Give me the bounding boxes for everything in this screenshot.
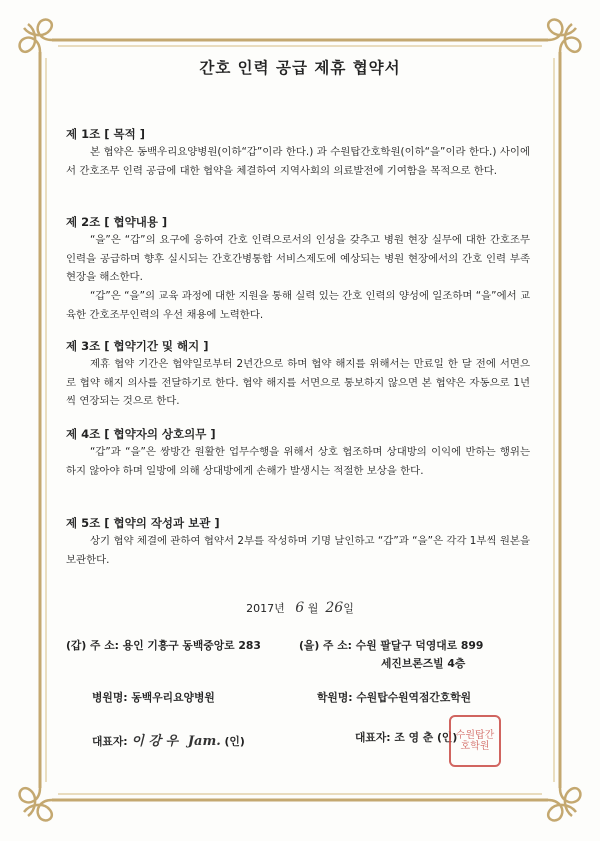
date-day: 26	[325, 600, 344, 616]
party-b-address-label: (을) 주 소:	[299, 639, 352, 652]
party-a-address-value: 용인 기흥구 동백중앙로 283	[122, 639, 261, 652]
party-a-name-label: 병원명:	[92, 691, 128, 704]
article-5-heading: 제 5조 [ 협약의 작성과 보관 ]	[66, 516, 220, 530]
article-4-heading: 제 4조 [ 협약자의 상호의무 ]	[66, 427, 216, 441]
party-b-representative	[355, 730, 457, 745]
party-a-address	[66, 638, 261, 653]
party-b-address-line1: 수원 팔달구 덕영대로 899	[355, 639, 484, 652]
date-day-suffix: 일	[343, 602, 354, 615]
party-b-seal-mark: (인)	[436, 731, 458, 744]
party-b-name-value: 수원탑수원역점간호학원	[356, 691, 472, 704]
agreement-date	[0, 600, 600, 616]
party-b-name-label: 학원명:	[317, 691, 353, 704]
article-2-paragraph-1: “을”은 “갑”의 요구에 응하여 간호 인력으로서의 인성을 갖추고 병원 현장 실무에 대한 간호조무 인력을 공급하며 향후 실시되는 간호간병통합 서비스제도에 예상되는 병원 현장에서의 간호 인력 부족 현장을 해소한다.	[66, 234, 530, 283]
article-5-paragraph-1: 상기 협약 체결에 관하여 협약서 2부를 작성하며 기명 날인하고 “갑”과 “을”은 각각 1부씩 원본을 보관한다.	[66, 535, 530, 566]
academy-seal-stamp	[449, 715, 501, 767]
document-title: 간호 인력 공급 제휴 협약서	[199, 59, 401, 77]
article-1-paragraph-1: 본 협약은 동백우리요양병원(이하“갑”이라 한다.) 과 수원탑간호학원(이하“을”이라 한다.) 사이에서 간호조무 인력 공급에 대한 협약을 체결하여 지역사회의 의료발전에 기여함을 목적으로 한다.	[66, 146, 530, 177]
party-b-rep-label: 대표자:	[355, 731, 391, 744]
date-month-suffix: 월	[307, 602, 319, 615]
article-1-heading: 제 1조 [ 목적 ]	[66, 127, 145, 141]
article-4-paragraph-1: “갑”과 “을”은 쌍방간 원활한 업무수행을 위해서 상호 협조하며 상대방의 이익에 반하는 행위는 하지 않아야 하며 일방에 의해 상대방에게 손해가 발생시는 적절한 보상을 한다.	[66, 446, 530, 477]
article-2-heading: 제 2조 [ 협약내용 ]	[66, 215, 168, 229]
article-3-paragraph-1: 제휴 협약 기간은 협약일로부터 2년간으로 하며 협약 해지를 위해서는 만료일 한 달 전에 서면으로 협약 해지 의사를 전달하기로 한다. 협약 해지를 서면으로 통보하지 않으면 본 협약은 자동으로 1년씩 연장되는 것으로 한다.	[66, 358, 530, 407]
party-a-rep-label: 대표자:	[92, 735, 128, 748]
seal-text: 수원탑간호학원	[455, 730, 495, 752]
party-b-rep-name: 조 영 춘	[394, 731, 434, 744]
party-b-address-line2: 세진브론즈빌 4층	[381, 657, 466, 670]
date-month: 6	[295, 600, 305, 616]
party-a-hospital	[92, 690, 215, 705]
party-b-address	[299, 638, 483, 653]
party-a-address-label: (갑) 주 소:	[66, 639, 119, 652]
date-year: 2017	[246, 602, 275, 615]
article-3-heading: 제 3조 [ 협약기간 및 해지 ]	[66, 339, 209, 353]
party-b-academy	[317, 690, 471, 705]
party-a-name-value: 동백우리요양병원	[131, 691, 215, 704]
party-a-handwritten-sign: Jam.	[187, 734, 221, 749]
article-2-paragraph-2: “갑”은 “을”의 교육 과정에 대한 지원을 통해 실력 있는 간호 인력의 양성에 일조하며 “을”에서 교육한 간호조무인력의 우선 채용에 노력한다.	[66, 290, 530, 321]
party-a-seal-mark: (인)	[224, 735, 245, 748]
date-year-suffix: 년	[274, 602, 285, 615]
party-a-representative	[92, 730, 245, 749]
party-a-rep-signature-name: 이 강 우	[131, 734, 179, 749]
